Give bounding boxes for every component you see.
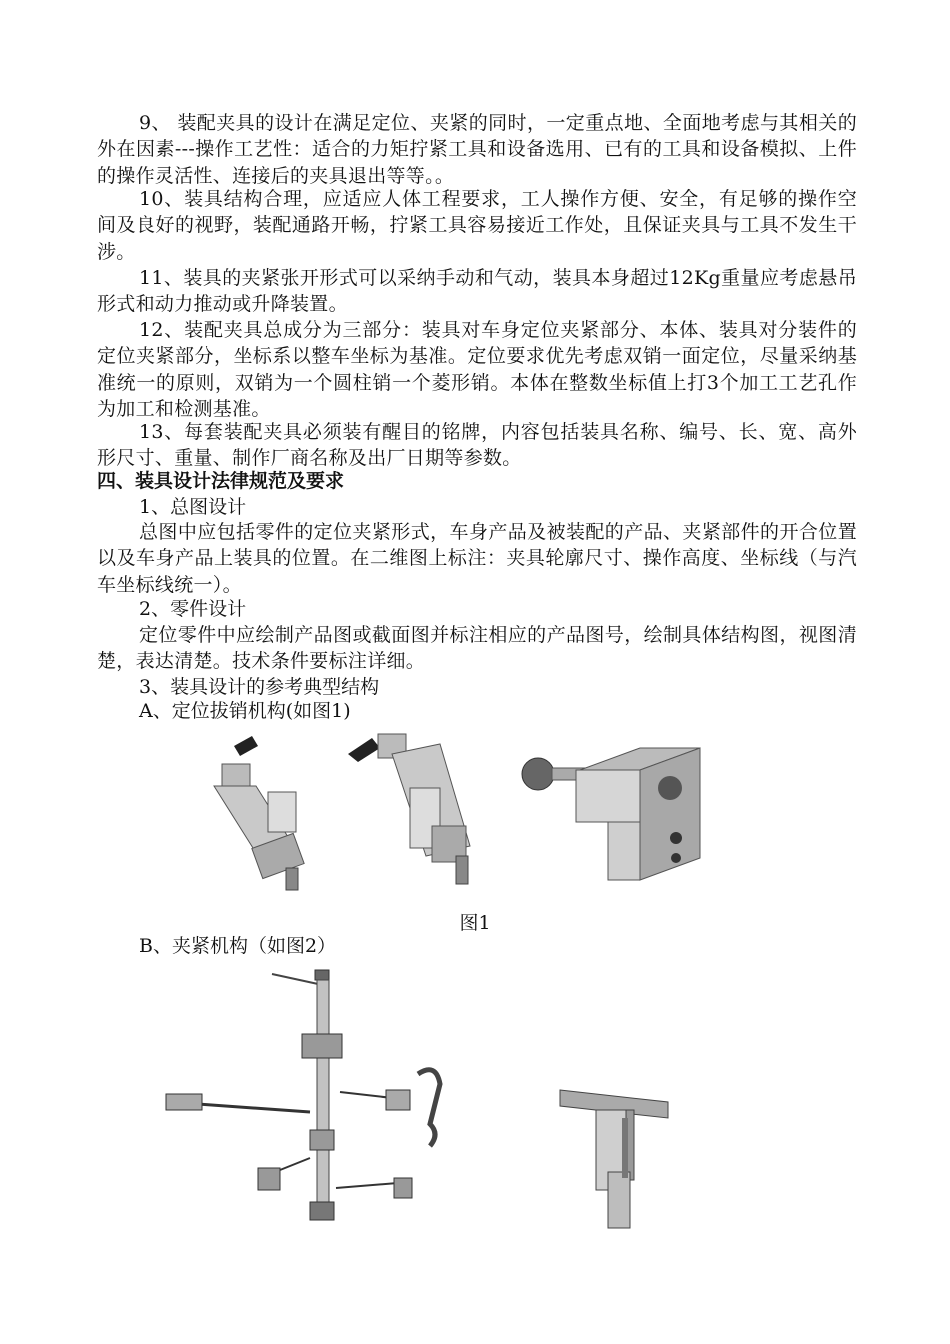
toggle-pin-left-icon (214, 736, 304, 890)
knob-pin-block-icon (522, 748, 700, 880)
section-4-heading: 四、装具设计法律规范及要求 (97, 470, 345, 492)
figure-2-clamping-mechanisms (160, 962, 680, 1232)
screw-clamp-icon (560, 1090, 668, 1228)
paragraph-9: 9、 装配夹具的设计在满足定位、夹紧的同时，一定重点地、全面地考虑与其相关的外在因素---操作工艺性：适合的力矩拧紧工具和设备选用、已有的工具和设备模拟、上件的操作灵活性、连接后的夹具退出等等。。 (97, 112, 857, 187)
section-b-title: B、夹紧机构（如图2） (139, 935, 337, 957)
section-1-body: 总图中应包括零件的定位夹紧形式，车身产品及被装配的产品、夹紧部件的开合位置以及车身产品上装具的位置。在二维图上标注：夹具轮廓尺寸、操作高度、坐标线（与汽车坐标线统一）。 (97, 521, 857, 596)
paragraph-12: 12、装配夹具总成分为三部分：装具对车身定位夹紧部分、本体、装具对分装件的定位夹紧部分，坐标系以整车坐标为基准。定位要求优先考虑双销一面定位，尽量采纳基准统一的原则，双销为一个圆柱销一个菱形销。本体在整数坐标值上打3个加工工艺孔作为加工和检测基准。 (97, 319, 857, 421)
section-3-title: 3、装具设计的参考典型结构 (139, 676, 380, 698)
section-2-title: 2、零件设计 (139, 598, 247, 620)
section-1-title: 1、总图设计 (139, 496, 247, 518)
paragraph-13: 13、每套装配夹具必须装有醒目的铭牌，内容包括装具名称、编号、长、宽、高外形尺寸、重量、制作厂商名称及出厂日期等参数。 (97, 421, 857, 470)
figure-1-locating-pins (200, 728, 720, 908)
section-a-title: A、定位拔销机构(如图1) (139, 700, 351, 722)
paragraph-10: 10、装具结构合理，应适应人体工程要求，工人操作方便、安全，有足够的操作空间及良好的视野，装配通路开畅，拧紧工具容易接近工作处，且保证夹具与工具不发生干涉。 (97, 188, 857, 263)
paragraph-11: 11、装具的夹紧张开形式可以采纳手动和气动，装具本身超过12Kg重量应考虑悬吊形式和动力推动或升降装置。 (97, 267, 857, 316)
section-2-body: 定位零件中应绘制产品图或截面图并标注相应的产品图号，绘制具体结构图，视图清楚，表达清楚。技术条件要标注详细。 (97, 624, 857, 673)
toggle-pin-middle-icon (348, 734, 470, 884)
figure-1-caption: 图1 (459, 912, 491, 934)
clamp-linkage-assembly-icon (166, 970, 440, 1220)
